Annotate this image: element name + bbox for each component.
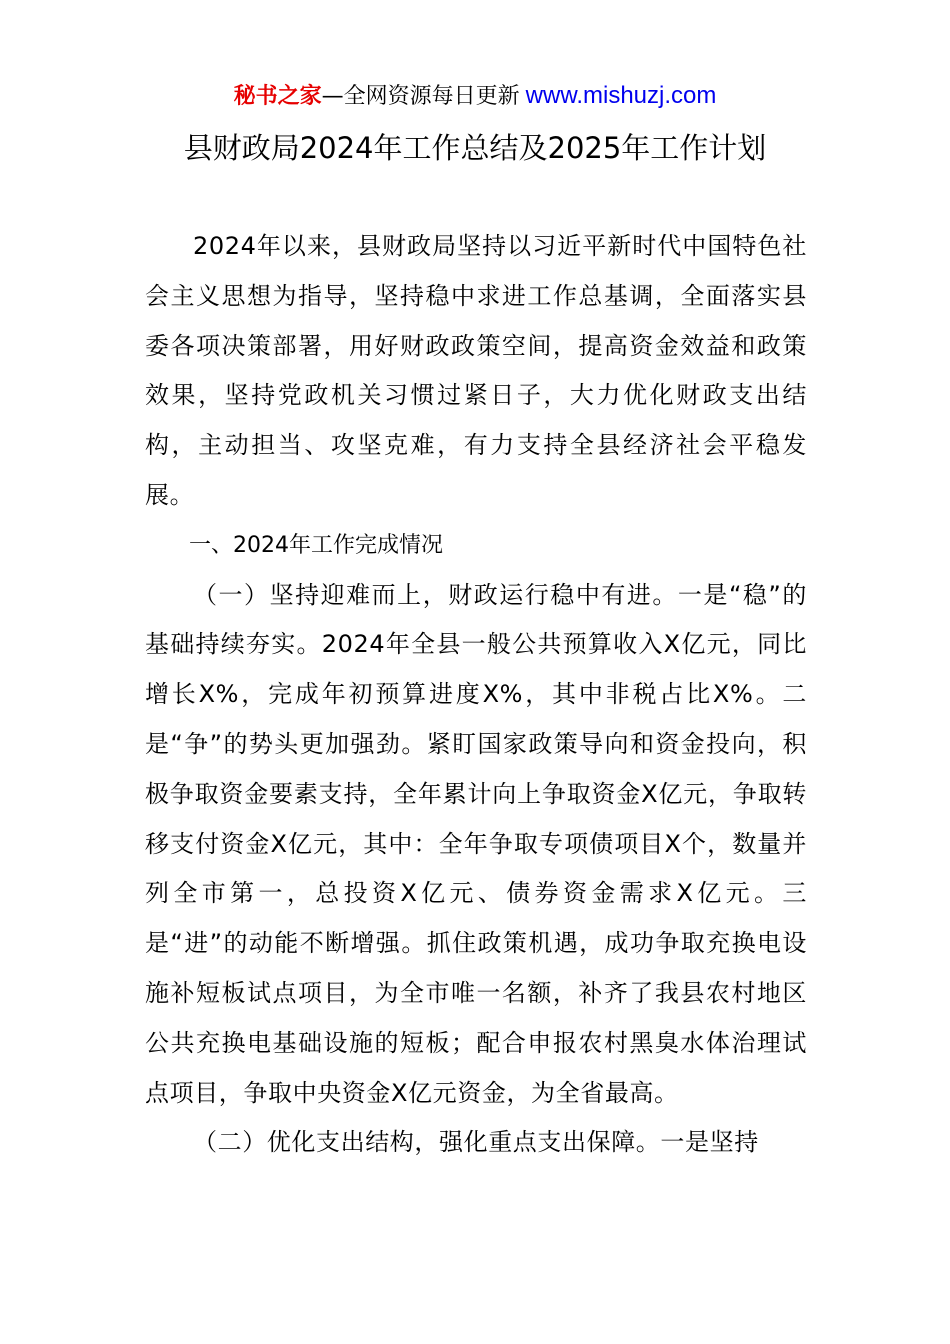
brand-name: 秘书之家: [233, 84, 322, 109]
section-paragraph-1: （一）坚持迎难而上，财政运行稳中有进。一是“稳”的基础持续夯实。2024年全县一般公共预算收入X亿元，同比增长X%，完成年初预算进度X%，其中非税占比X%。二是“争”的势头更加强劲。紧盯国家政策导向和资金投向，积极争取资金要素支持，全年累计向上争取资金X亿元，争取转移支付资金X亿元，其中：全年争取专项债项目X个，数量并列全市第一，总投资X亿元、债券资金需求X亿元。三是“进”的动能不断增强。抓住政策机遇，成功争取充换电设施补短板试点项目，为全市唯一名额，补齐了我县农村地区公共充换电基础设施的短板；配合申报农村黑臭水体治理试点项目，争取中央资金X亿元资金，为全省最高。: [145, 580, 807, 1107]
document-body: [145, 222, 807, 1168]
document-title: 县财政局2024年工作总结及2025年工作计划: [183, 131, 767, 165]
intro-paragraph: 2024年以来，县财政局坚持以习近平新时代中国特色社会主义思想为指导，坚持稳中求进工作总基调，全面落实县委各项决策部署，用好财政政策空间，提高资金效益和政策效果，坚持党政机关习惯过紧日子，大力优化财政支出结构，主动担当、攻坚克难，有力支持全县经济社会平稳发展。: [145, 232, 807, 509]
site-url-link[interactable]: www.mishuzj.com: [525, 82, 717, 109]
section-heading: 一、2024年工作完成情况: [189, 532, 443, 558]
section-paragraph-2: （二）优化支出结构，强化重点支出保障。一是坚持: [193, 1128, 759, 1157]
header-tagline: —全网资源每日更新: [321, 84, 520, 109]
site-header: [0, 80, 950, 113]
